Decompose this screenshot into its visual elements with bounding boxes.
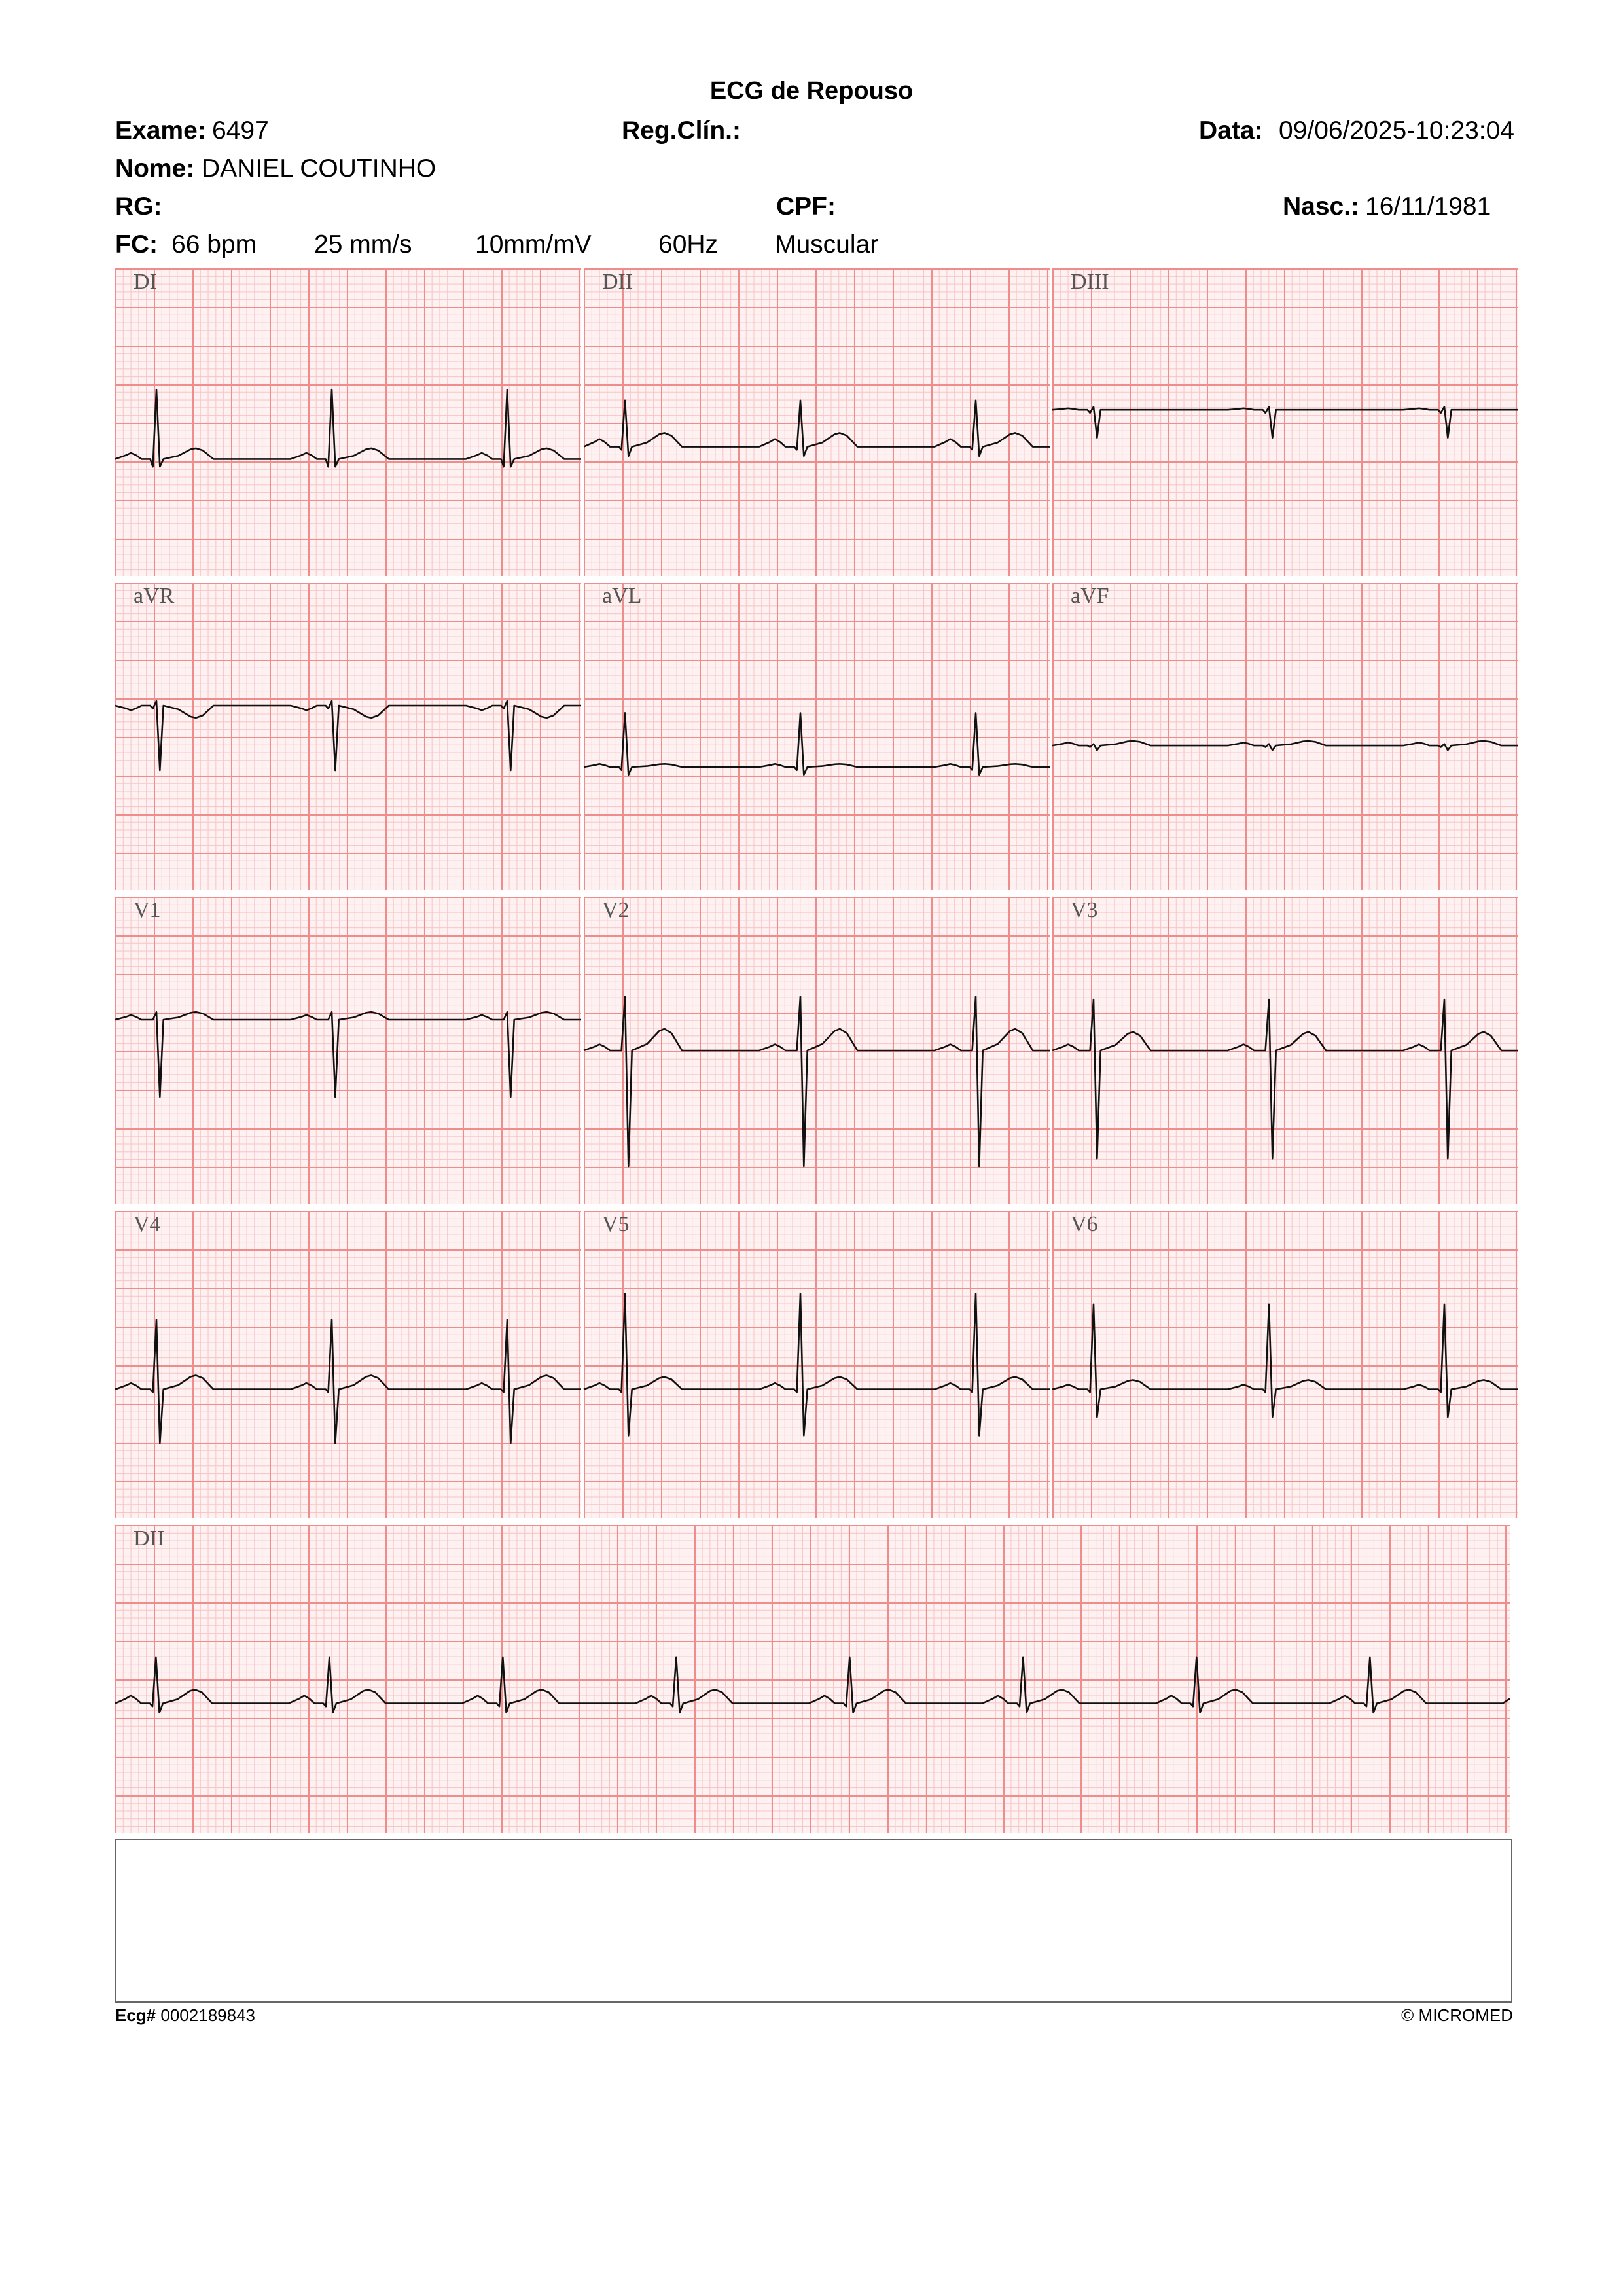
- lead-trace-v3: [1052, 897, 1518, 1204]
- waveform-v3: [1052, 999, 1518, 1158]
- brand-mark: © MICROMED: [1401, 2005, 1513, 2025]
- ecg-number-value: 0002189843: [160, 2005, 255, 2025]
- birth-value: 16/11/1981: [1365, 192, 1491, 221]
- lead-trace-avl: [584, 583, 1050, 890]
- waveform-dii: [115, 1657, 1510, 1713]
- date-label: Data:: [1199, 117, 1263, 145]
- lead-label-avr: aVR: [134, 584, 175, 608]
- ecg-number: [115, 2005, 255, 2026]
- waveform-dii: [584, 401, 1050, 456]
- lead-label-dii: DII: [134, 1526, 165, 1551]
- waveform-avf: [1052, 741, 1518, 750]
- comments-box: [115, 1839, 1512, 2003]
- lead-trace-v2: [584, 897, 1050, 1204]
- lead-trace-v5: [584, 1211, 1050, 1518]
- lead-label-v1: V1: [134, 898, 161, 922]
- waveform-v4: [115, 1319, 581, 1443]
- waveform-v2: [584, 996, 1050, 1166]
- gain-setting: 10mm/mV: [475, 230, 592, 259]
- cpf-label: CPF:: [776, 192, 836, 221]
- lead-trace-v1: [115, 897, 581, 1204]
- lead-trace-dii: [115, 1525, 1510, 1833]
- lead-label-v4: V4: [134, 1212, 161, 1236]
- filter-frequency: 60Hz: [658, 230, 719, 259]
- lead-label-di: DI: [134, 270, 157, 294]
- report-title: ECG de Repouso: [709, 77, 914, 105]
- lead-label-v2: V2: [602, 898, 630, 922]
- lead-trace-diii: [1052, 268, 1518, 576]
- lead-trace-v6: [1052, 1211, 1518, 1518]
- lead-trace-avr: [115, 583, 581, 890]
- exam-value: 6497: [212, 117, 269, 145]
- waveform-di: [115, 389, 581, 467]
- waveform-avl: [584, 713, 1050, 774]
- regclin-label: Reg.Clín.:: [622, 117, 741, 145]
- lead-label-avf: aVF: [1071, 584, 1109, 608]
- lead-trace-di: [115, 268, 581, 576]
- date-value: 09/06/2025-10:23:04: [1279, 117, 1514, 145]
- lead-label-v6: V6: [1071, 1212, 1098, 1236]
- rg-label: RG:: [115, 192, 162, 221]
- name-label: Nome:: [115, 154, 195, 183]
- waveform-avr: [115, 701, 581, 770]
- birth-label: Nasc.:: [1283, 192, 1360, 221]
- lead-label-avl: aVL: [602, 584, 642, 608]
- waveform-v6: [1052, 1304, 1518, 1417]
- lead-label-v5: V5: [602, 1212, 630, 1236]
- filter-type: Muscular: [775, 230, 879, 259]
- lead-label-v3: V3: [1071, 898, 1098, 922]
- paper-speed: 25 mm/s: [314, 230, 412, 259]
- name-value: DANIEL COUTINHO: [202, 154, 437, 183]
- lead-trace-avf: [1052, 583, 1518, 890]
- waveform-v1: [115, 1012, 581, 1097]
- lead-label-dii: DII: [602, 270, 633, 294]
- heart-rate-value: 66 bpm: [171, 230, 257, 259]
- waveform-v5: [584, 1293, 1050, 1435]
- lead-trace-dii: [584, 268, 1050, 576]
- lead-trace-v4: [115, 1211, 581, 1518]
- lead-label-diii: DIII: [1071, 270, 1109, 294]
- waveform-diii: [1052, 407, 1518, 438]
- ecg-number-label: Ecg#: [115, 2005, 156, 2025]
- exam-label: Exame:: [115, 117, 206, 145]
- heart-rate-label: FC:: [115, 230, 158, 259]
